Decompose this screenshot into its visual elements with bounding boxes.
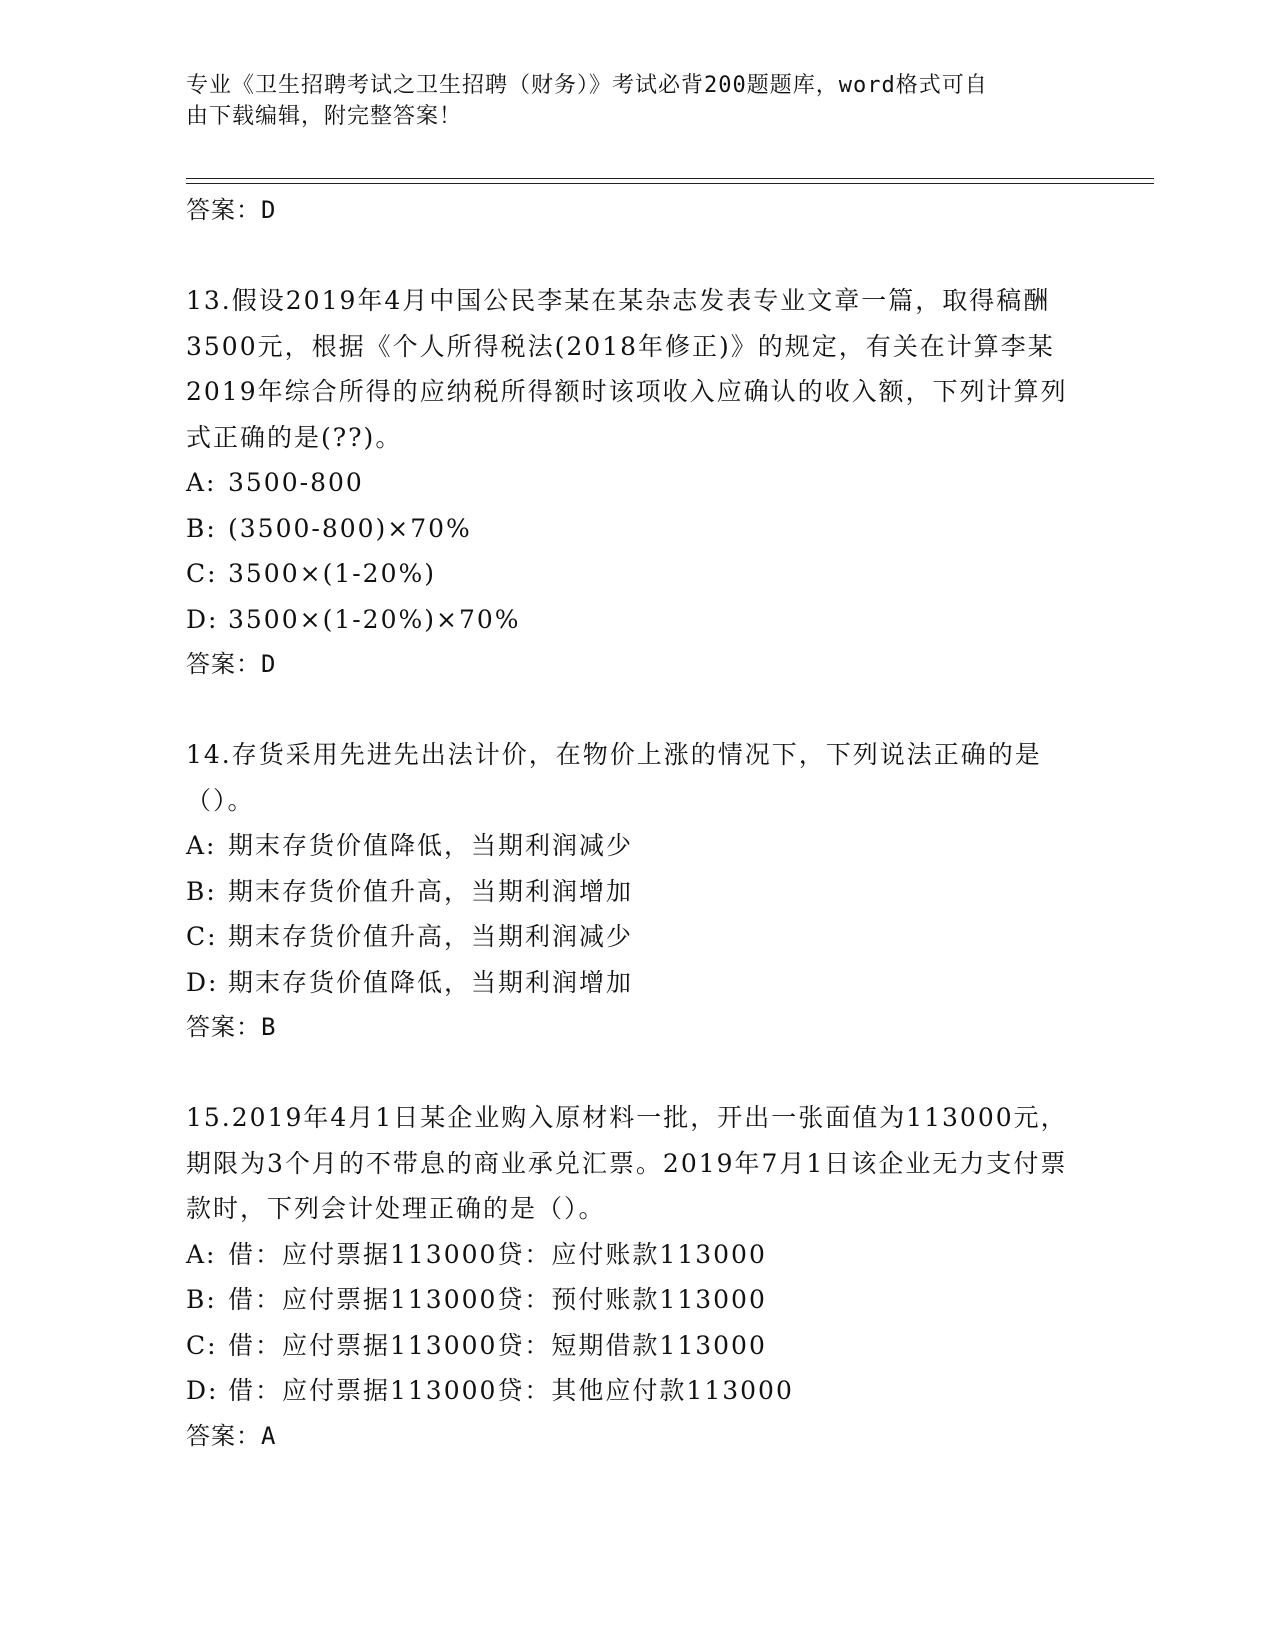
option-a	[186, 460, 1086, 506]
option-text: 期末存货价值降低，当期利润减少	[228, 831, 634, 860]
option-key: B:	[186, 513, 217, 543]
option-key: C:	[186, 559, 218, 588]
option-b	[186, 869, 1086, 915]
option-b	[186, 1277, 1086, 1323]
question-stem: 15.2019年4月1日某企业购入原材料一批，开出一张面值为113000元，期限为3个月的不带息的商业承兑汇票。2019年7月1日该企业无力支付票款时，下列会计处理正确的是（）。	[186, 1103, 1068, 1223]
option-key: C:	[186, 1330, 218, 1360]
question-14	[186, 732, 1086, 1050]
previous-answer: 答案：D	[186, 196, 277, 224]
option-key: A:	[186, 1239, 217, 1269]
option-c	[186, 551, 1086, 597]
option-key: B:	[186, 1285, 217, 1314]
option-key: D:	[186, 604, 219, 634]
option-text: (3500-800)×70%	[228, 513, 472, 543]
option-text: 期末存货价值升高，当期利润增加	[228, 876, 634, 906]
option-d	[186, 597, 1086, 643]
option-a	[186, 1232, 1086, 1278]
option-text: 3500×(1-20%)×70%	[228, 604, 521, 634]
option-text: 借：应付票据113000贷：其他应付款113000	[228, 1376, 794, 1405]
question-stem: 13.假设2019年4月中国公民李某在某杂志发表专业文章一篇，取得稿酬3500元，根据《个人所得税法(2018年修正)》的规定，有关在计算李某2019年综合所得的应纳税所得额时该项收入应确认的收入额，下列计算列式正确的是(??)。	[186, 286, 1068, 452]
question-stem: 14.存货采用先进先出法计价，在物价上涨的情况下，下列说法正确的是（）。	[186, 740, 1042, 815]
option-text: 期末存货价值升高，当期利润减少	[228, 922, 634, 951]
option-text: 3500×(1-20%)	[228, 559, 436, 588]
document-header	[186, 70, 1066, 132]
option-key: D:	[186, 967, 219, 997]
header-divider-bottom	[186, 183, 1154, 184]
header-line-1: 专业《卫生招聘考试之卫生招聘（财务）》考试必背200题题库，word格式可自	[186, 73, 988, 98]
question-15	[186, 1095, 1086, 1459]
option-text: 3500-800	[228, 468, 364, 497]
option-key: D:	[186, 1376, 219, 1405]
header-divider-top	[186, 178, 1154, 179]
option-text: 借：应付票据113000贷：短期借款113000	[228, 1330, 767, 1360]
option-key: B:	[186, 876, 217, 906]
option-a	[186, 823, 1086, 869]
option-key: A:	[186, 468, 217, 497]
option-d	[186, 1368, 1086, 1414]
option-b	[186, 506, 1086, 552]
option-c	[186, 1323, 1086, 1369]
answer-line: 答案：A	[186, 1421, 277, 1450]
option-text: 期末存货价值降低，当期利润增加	[228, 967, 634, 997]
option-d	[186, 960, 1086, 1006]
option-text: 借：应付票据113000贷：预付账款113000	[228, 1285, 767, 1314]
answer-line: 答案：D	[186, 650, 277, 678]
answer-line: 答案：B	[186, 1013, 277, 1041]
option-key: A:	[186, 831, 217, 860]
question-13	[186, 278, 1086, 687]
header-line-2: 由下载编辑，附完整答案！	[186, 104, 463, 129]
option-key: C:	[186, 922, 218, 951]
option-text: 借：应付票据113000贷：应付账款113000	[228, 1239, 767, 1269]
option-c	[186, 914, 1086, 960]
question-list	[186, 188, 1086, 1459]
